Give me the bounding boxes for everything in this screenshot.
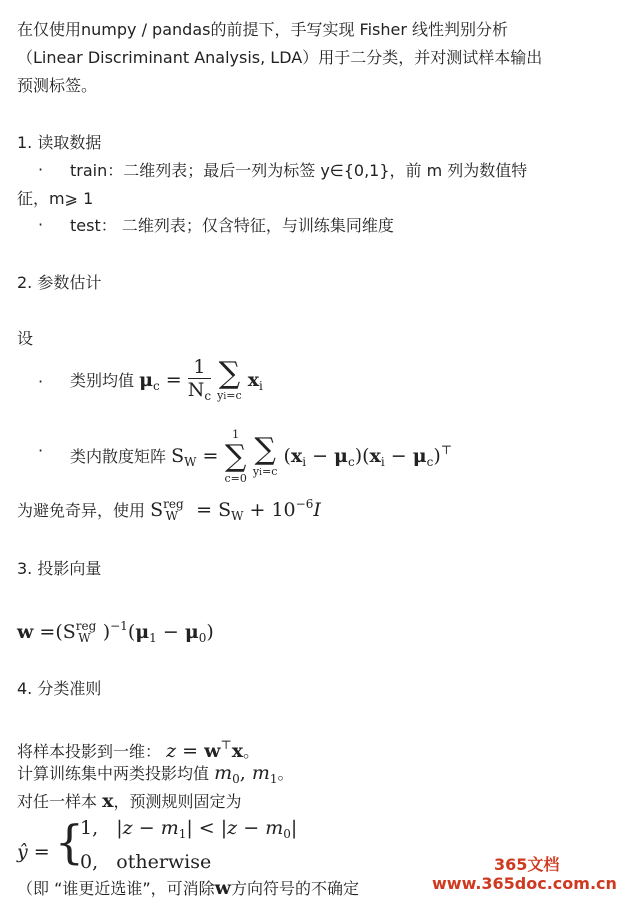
note-text-b: 方向符号的不确定 (231, 879, 360, 898)
within-scatter-label: 类内散度矩阵 (70, 447, 167, 466)
class-projection-means-line: 计算训练集中两类投影均值 $m_0$, $m_1$。 (17, 762, 294, 786)
regularization-text: 为避免奇异，使用 (17, 501, 146, 520)
rule-intro-line: 对任一样本 x，预测规则固定为 (17, 790, 242, 812)
projection-text: 将样本投影到一维： (17, 742, 162, 761)
section-1-title: 1. 读取数据 (17, 133, 102, 152)
decision-rule-formula: ŷ = { (17, 815, 85, 869)
projection-vector-formula: $w =(S^{reg}_W$ )$^{-1}(\mu_1 - \mu_0)$ (17, 619, 214, 645)
projection-line: 将样本投影到一维： z = w⊤x。 (17, 738, 260, 762)
watermark-url[interactable]: www.365doc.com.cn (432, 874, 617, 893)
class-mean-label: 类别均值 (70, 371, 135, 390)
class-mean-formula (70, 352, 263, 414)
bullet-train-line-1: train：二维列表；最后一列为标签 y∈{0,1}，前 m 列为数值特 (70, 161, 528, 180)
bullet-dot: · (38, 160, 44, 179)
note-text-a: （即 “谁更近选谁”，可消除 (17, 879, 215, 898)
bullet-dot: · (38, 372, 44, 391)
regularization-math: $S^{reg}_W = S_W + 10^{-6}I$ (150, 497, 321, 523)
intro-line-2: （Linear Discriminant Analysis, LDA）用于二分类，并对测试样本输出 (17, 48, 543, 67)
let-text: 设 (17, 329, 34, 348)
section-2-title: 2. 参数估计 (17, 273, 102, 292)
brace-icon: { (54, 815, 85, 869)
decision-case-0: 0, otherwise (80, 851, 212, 873)
rule-intro-text-a: 对任一样本 (17, 792, 98, 811)
note-line: （即 “谁更近选谁”，可消除w方向符号的不确定 (17, 877, 360, 899)
class-projection-means-text: 计算训练集中两类投影均值 (17, 764, 210, 783)
bullet-dot: · (38, 215, 44, 234)
decision-case-1: 1, $|z - m_1| < |z - m_0|$ (80, 817, 298, 841)
intro-line-1: 在仅使用numpy / pandas的前提下，手写实现 Fisher 线性判别分析 (17, 20, 509, 39)
section-3-title: 3. 投影向量 (17, 559, 102, 578)
class-mean-math: $\mu_c$ = $\frac{1}{N_c}$ ∑ yi=c $x_i$ (139, 355, 263, 403)
section-4-title: 4. 分类准则 (17, 679, 102, 698)
intro-line-3: 预测标签。 (17, 76, 98, 95)
bullet-test: test： 二维列表；仅含特征，与训练集同维度 (70, 216, 394, 235)
rule-intro-text-b: ，预测规则固定为 (113, 792, 242, 811)
watermark-name: 365文档 (494, 855, 560, 874)
regularization-line (17, 492, 321, 528)
within-scatter-math: $S_W$ = 1 ∑ c=0 ∑ yi=c $(x_i - \mu_c)(x_i - \mu_c)^⊤$ (171, 428, 453, 485)
bullet-train-line-2: 征，m⩾ 1 (17, 189, 94, 208)
within-scatter-formula (70, 418, 452, 494)
bullet-dot: · (38, 441, 44, 460)
